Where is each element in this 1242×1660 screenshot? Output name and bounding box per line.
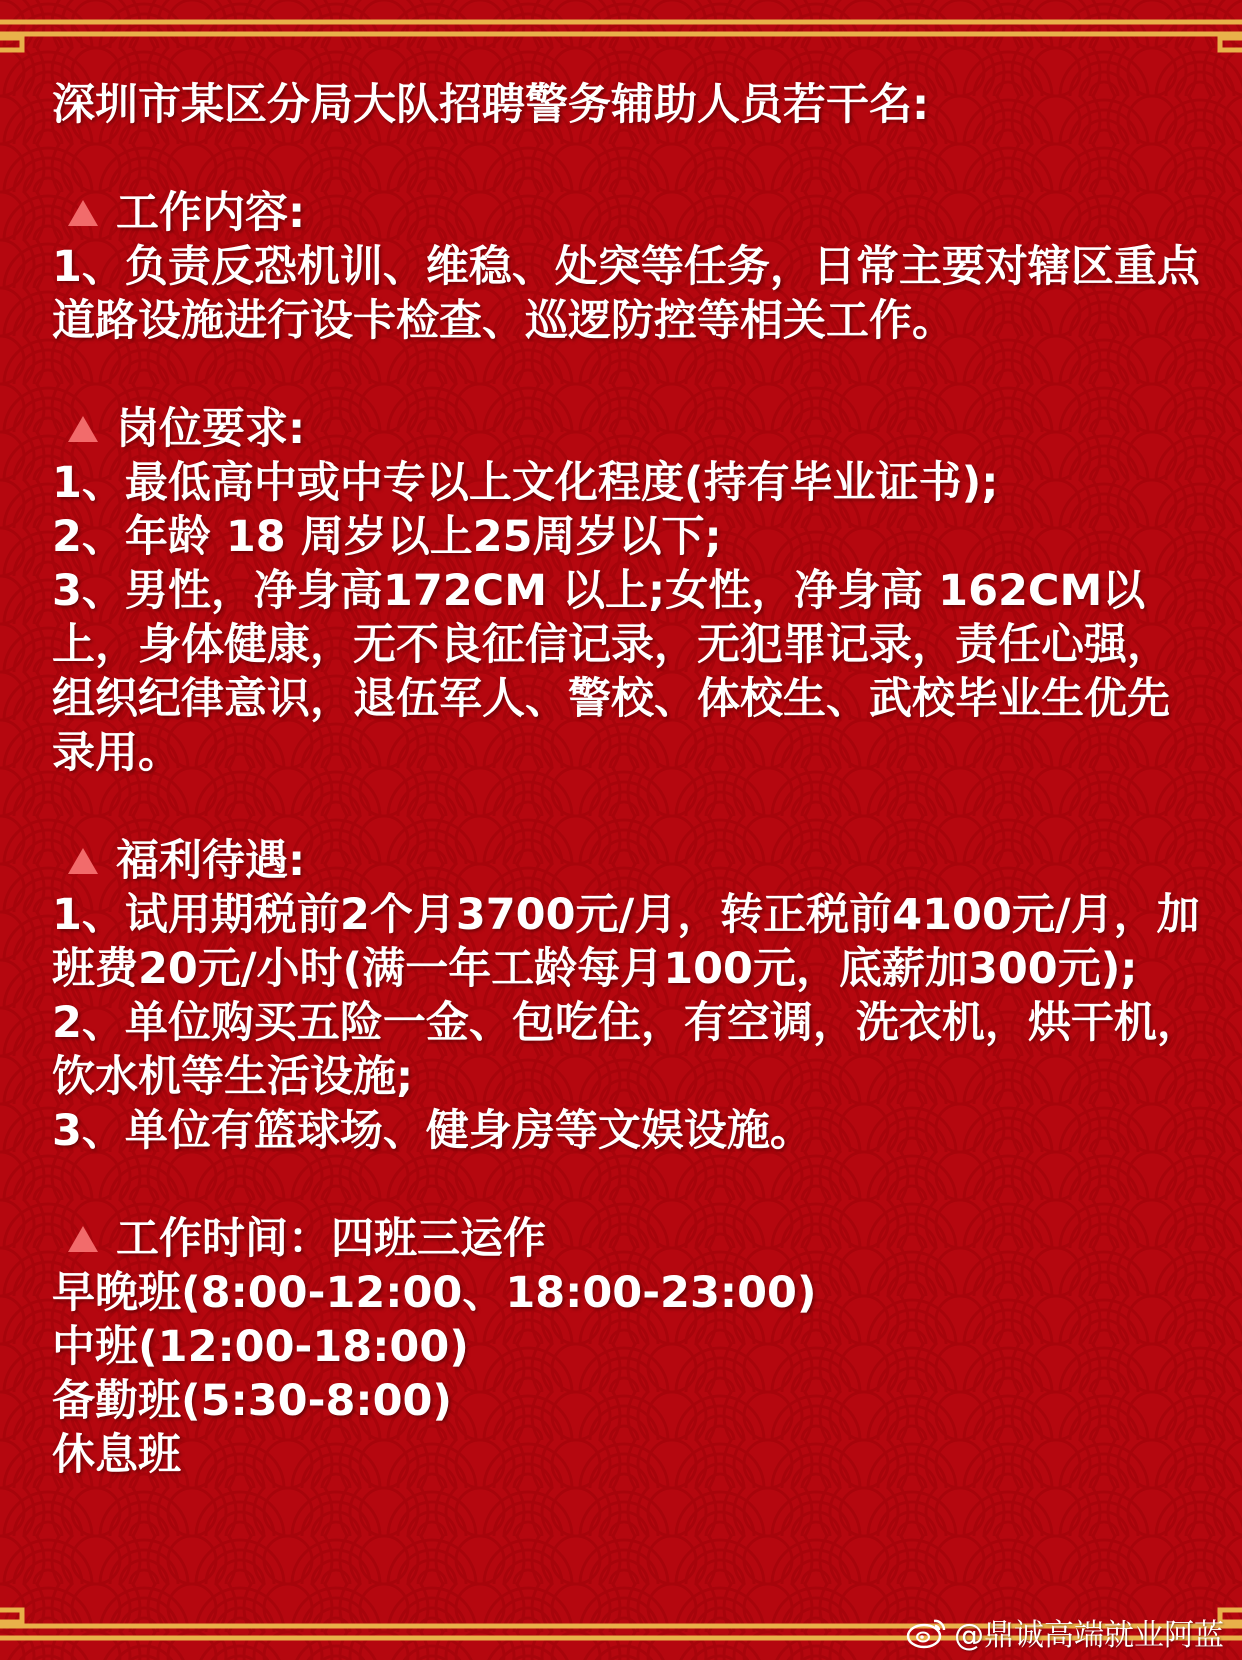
section-line: 1、负责反恐机训、维稳、处突等任务，日常主要对辖区重点道路设施进行设卡检查、巡逻防控等相关工作。 [52, 242, 1200, 346]
section-benefits [52, 834, 1202, 1158]
section-line: 1、试用期税前2个月3700元/月，转正税前4100元/月，加班费20元/小时(满一年工龄每月100元，底薪加300元); [52, 890, 1200, 994]
section-heading [52, 834, 1202, 888]
spacer [52, 780, 1202, 834]
red-triangle-icon [66, 414, 100, 444]
section-heading-text: 岗位要求: [116, 404, 306, 454]
red-triangle-icon [66, 846, 100, 876]
section-line: 备勤班(5:30-8:00) [52, 1376, 453, 1426]
section-heading [52, 186, 1202, 240]
spacer [52, 132, 1202, 186]
spacer [52, 1158, 1202, 1212]
section-heading-text: 福利待遇: [116, 836, 306, 886]
watermark-text: @鼎诚高端就业阿蓝 [954, 1618, 1224, 1653]
section-job-content [52, 186, 1202, 348]
section-heading-text: 工作时间：四班三运作 [116, 1214, 546, 1264]
section-heading [52, 402, 1202, 456]
weibo-watermark [906, 1610, 1224, 1654]
section-line: 中班(12:00-18:00) [52, 1322, 469, 1372]
section-work-hours [52, 1212, 1202, 1482]
section-line: 2、单位购买五险一金、包吃住，有空调，洗衣机，烘干机，饮水机等生活设施; [52, 998, 1200, 1102]
section-line: 2、年龄 18 周岁以上25周岁以下; [52, 512, 722, 562]
section-requirements [52, 402, 1202, 780]
section-heading [52, 1212, 1202, 1266]
section-line: 休息班 [52, 1430, 181, 1480]
section-line: 3、单位有篮球场、健身房等文娱设施。 [52, 1106, 813, 1156]
red-triangle-icon [66, 198, 100, 228]
weibo-icon [906, 1615, 948, 1649]
section-line: 3、男性，净身高172CM 以上;女性，净身高 162CM以上，身体健康，无不良征信记录，无犯罪记录，责任心强，组织纪律意识，退伍军人、警校、体校生、武校毕业生优先录用。 [52, 566, 1170, 778]
recruitment-notice [52, 78, 1202, 1482]
section-line: 早晚班(8:00-12:00、18:00-23:00) [52, 1268, 817, 1318]
notice-title: 深圳市某区分局大队招聘警务辅助人员若干名: [52, 80, 930, 130]
red-triangle-icon [66, 1224, 100, 1254]
spacer [52, 348, 1202, 402]
section-line: 1、最低高中或中专以上文化程度(持有毕业证书); [52, 458, 999, 508]
section-heading-text: 工作内容: [116, 188, 306, 238]
